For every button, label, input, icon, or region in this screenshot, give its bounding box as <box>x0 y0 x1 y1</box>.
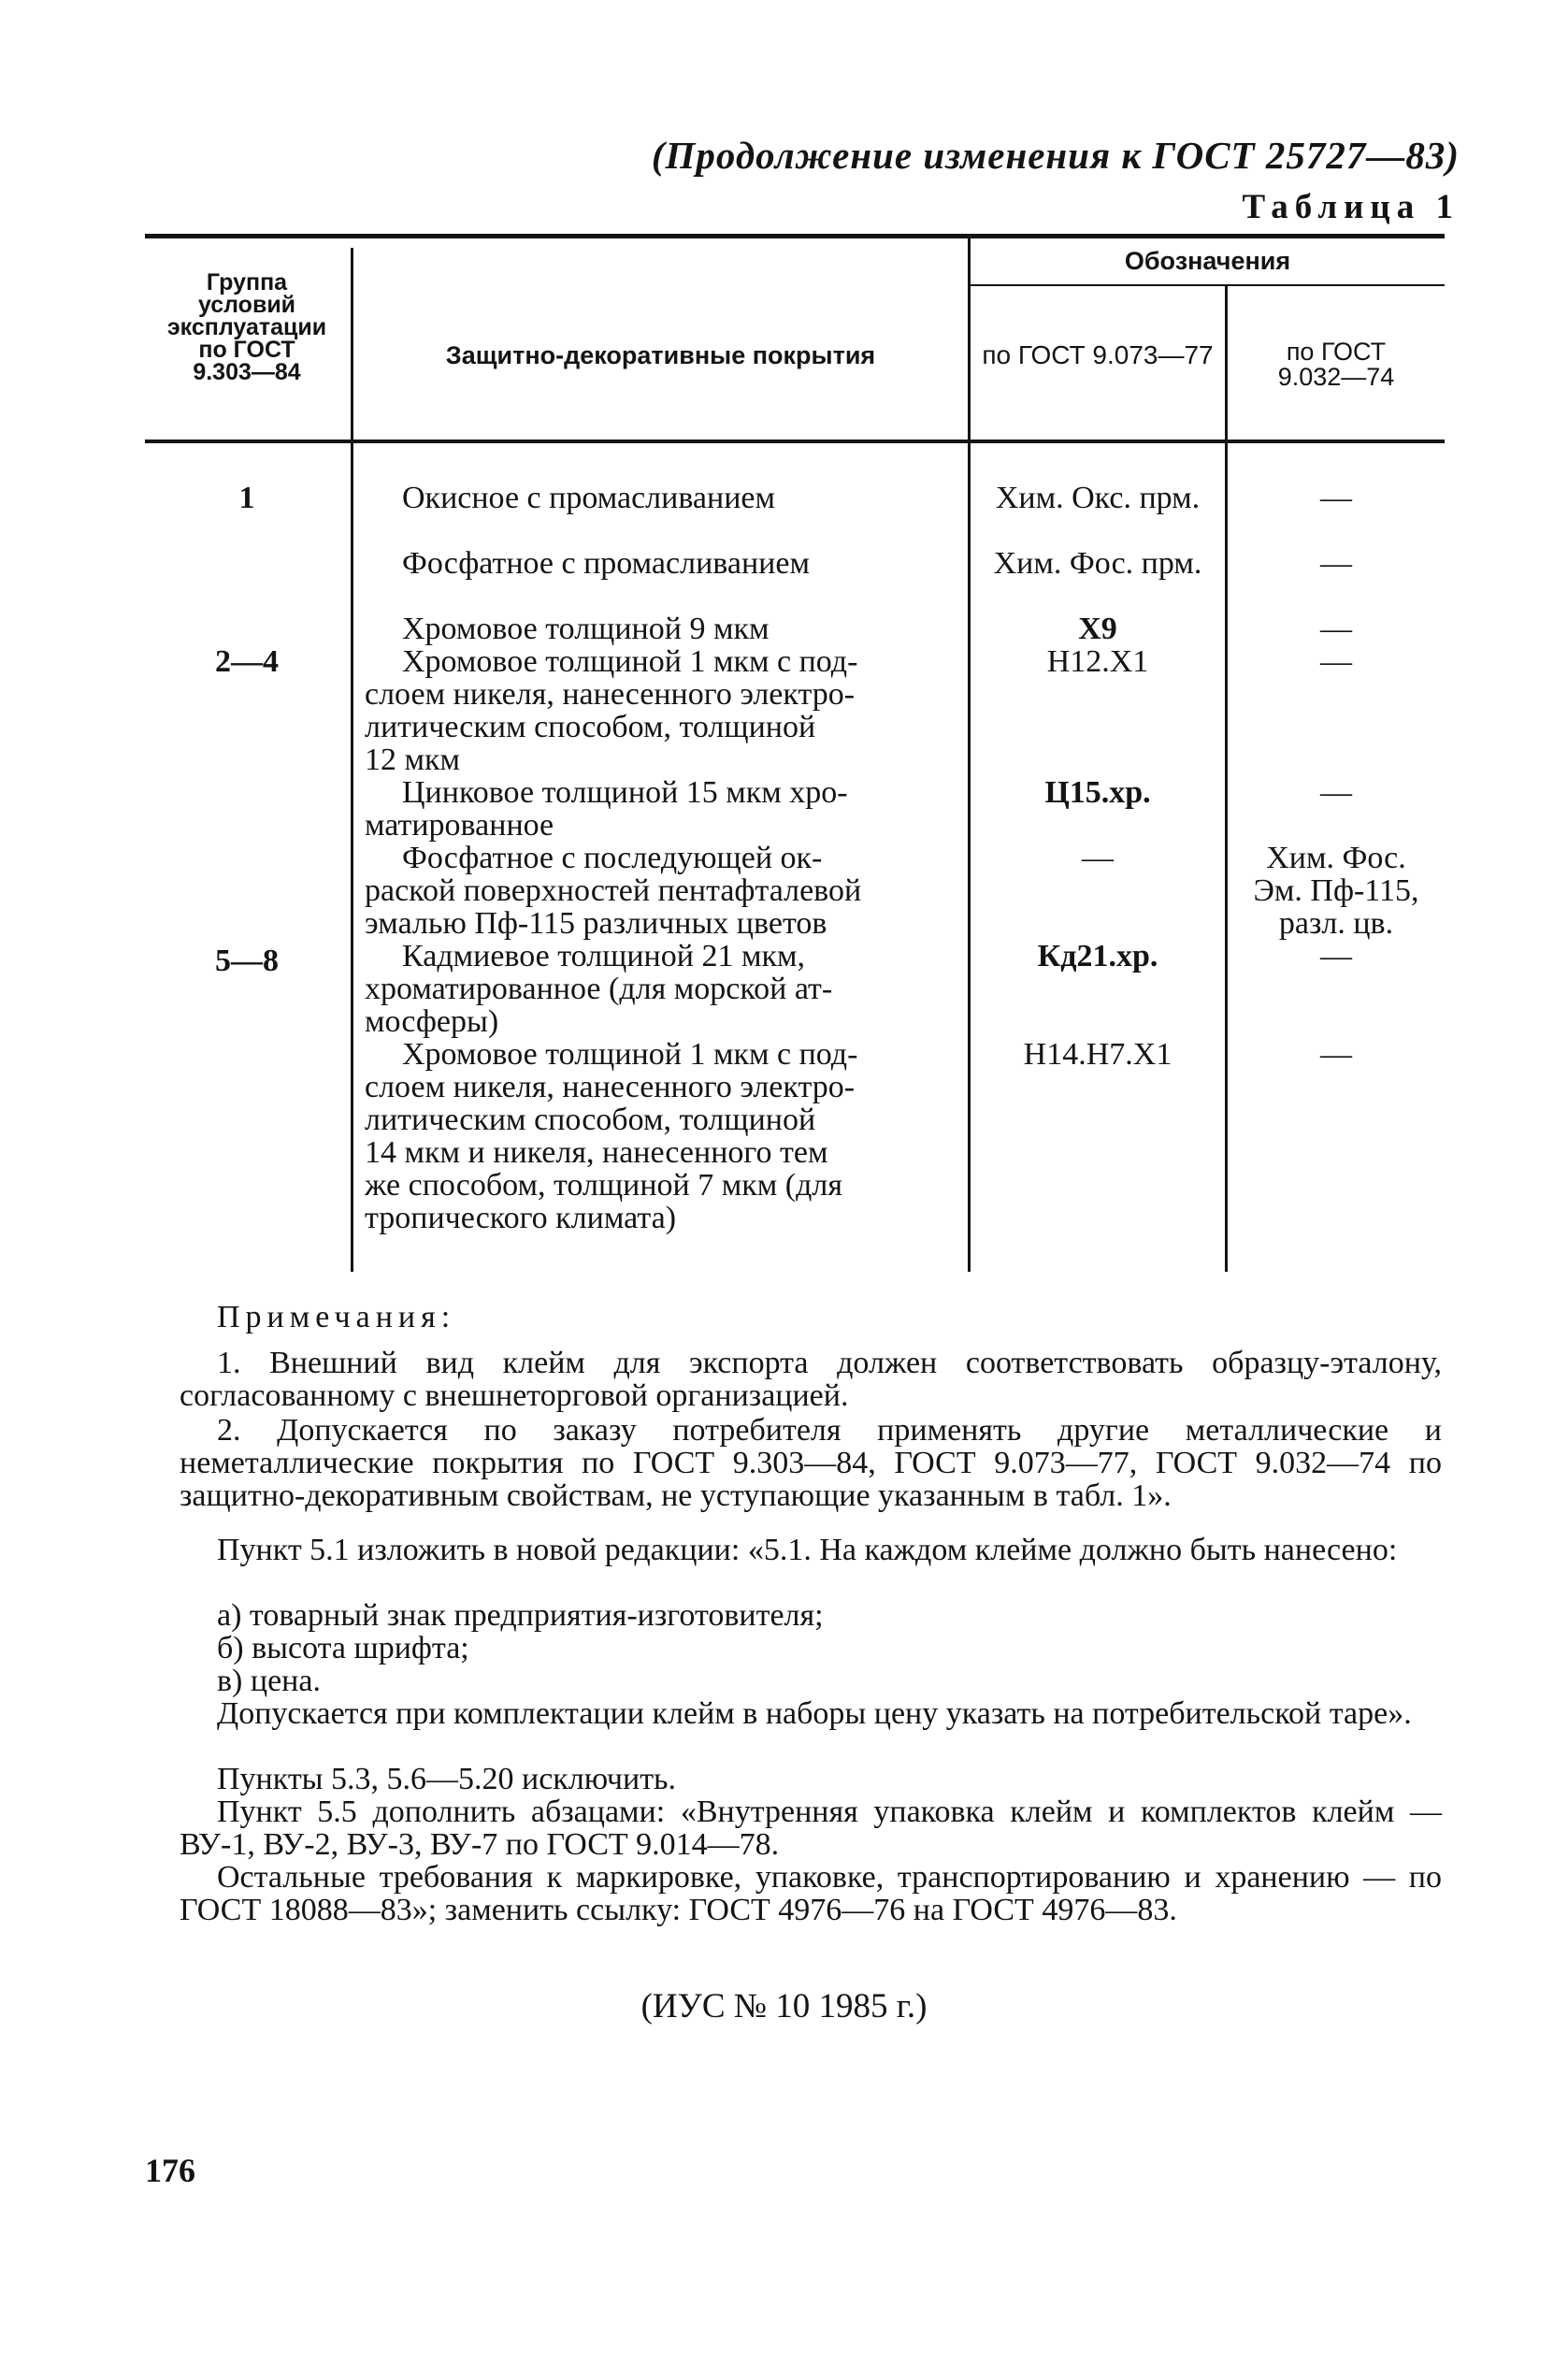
paragraph-other-requirements: Остальные требования к маркировке, упаковке, транспортированию и хранению — по ГОСТ 18088—83»; заменить ссылку: ГОСТ 4976—76 на ГОСТ 4976—83. <box>180 1860 1442 1927</box>
group-label: 5—8 <box>215 944 279 978</box>
paragraph-5-1: Пункт 5.1 изложить в новой редакции: «5.1. На каждом клейме должно быть нанесено: <box>217 1533 1398 1567</box>
coating-description: Фосфатное с последующей ок- раской поверхностей пентафталевой эмалью Пф-115 различных цветов <box>365 841 862 941</box>
group-label: 1 <box>238 481 255 515</box>
page-number: 176 <box>145 2152 195 2189</box>
designations-rule <box>968 284 1445 286</box>
list-item-a: а) товарный знак предприятия-изготовителя; <box>217 1598 824 1633</box>
designation-9073: Н14.Н7.Х1 <box>1023 1037 1172 1072</box>
coating-description: Хромовое толщиной 1 мкм с под- слоем никеля, нанесенного электро- литическим способом, толщиной 14 мкм и никеля, нанесенного тем же способом, толщиной 7 мкм (для тропического климата) <box>365 1037 858 1235</box>
source-reference: (ИУС № 10 1985 г.) <box>640 1987 928 2025</box>
header-bottom-rule <box>145 440 1445 443</box>
paragraph-5-5: Пункт 5.5 дополнить абзацами: «Внутренняя упаковка клейм и комплектов клейм — ВУ-1, ВУ-2, ВУ-3, ВУ-7 по ГОСТ 9.014—78. <box>180 1795 1442 1862</box>
header-gost-9032: по ГОСТ 9.032—74 <box>1277 338 1395 391</box>
paragraph-packaging-price: Допускается при комплектации клейм в наборы цену указать на потребительской таре». <box>217 1696 1412 1731</box>
designation-9073: Ц15.хр. <box>1044 775 1151 810</box>
designation-9032: — <box>1320 1037 1352 1072</box>
list-item-c: в) цена. <box>217 1664 321 1698</box>
designation-9073: Н12.Х1 <box>1046 644 1149 679</box>
designation-9032: — <box>1320 612 1352 646</box>
header-group-line: по ГОСТ <box>198 337 295 363</box>
coating-description: Кадмиевое толщиной 21 мкм, хроматированное (для морской ат- мосферы) <box>365 939 833 1039</box>
header-coating: Защитно-декоративные покрытия <box>445 340 876 369</box>
table-label: Таблица 1 <box>1242 188 1460 226</box>
coating-description: Хромовое толщиной 9 мкм <box>402 612 770 646</box>
designation-9073: Х9 <box>1078 612 1117 646</box>
designation-9032: — <box>1320 775 1352 810</box>
designation-9032: — <box>1320 939 1352 973</box>
note-2: 2. Допускается по заказу потребителя применять другие металлические и неметаллические покрытия по ГОСТ 9.303—84, ГОСТ 9.073—77, ГОСТ 9.032—74 по защитно-декоративным свойствам, не уступающие указанным в табл. 1». <box>180 1413 1442 1513</box>
notes-title: Примечания: <box>217 1300 456 1334</box>
header-group <box>145 252 349 402</box>
coating-description: Фосфатное с промасливанием <box>402 546 810 581</box>
header-group-line: Группа <box>206 269 288 296</box>
continuation-header: (Продолжение изменения к ГОСТ 25727—83) <box>651 134 1460 177</box>
header-designations: Обозначения <box>1124 246 1291 275</box>
paragraph-exclude: Пункты 5.3, 5.6—5.20 исключить. <box>217 1762 677 1796</box>
coating-description: Цинковое толщиной 15 мкм хро- матированное <box>365 775 848 843</box>
list-item-b: б) высота шрифта; <box>217 1631 469 1665</box>
header-group-line: условий <box>197 292 296 318</box>
header-group-line: 9.303—84 <box>193 359 301 385</box>
note-1: 1. Внешний вид клейм для экспорта должен соответствовать образцу-эталону, согласованному с внешнеторговой организацией. <box>180 1346 1442 1413</box>
header-group-line: эксплуатации <box>166 314 327 340</box>
header-gost-9073: по ГОСТ 9.073—77 <box>982 340 1214 369</box>
coating-description: Окисное с промасливанием <box>402 481 776 515</box>
designation-9073: Хим. Окс. прм. <box>995 481 1201 515</box>
coating-description: Хромовое толщиной 1 мкм с под- слоем никеля, нанесенного электро- литическим способом, толщиной 12 мкм <box>365 644 858 777</box>
designation-9073: Хим. Фос. прм. <box>993 546 1202 581</box>
group-label: 2—4 <box>215 644 279 679</box>
designation-9032: — <box>1320 644 1352 679</box>
designation-9032: — <box>1320 481 1352 515</box>
designation-9032: — <box>1320 546 1352 581</box>
designation-9073: Кд21.хр. <box>1037 939 1158 973</box>
designation-9073: — <box>1082 841 1114 875</box>
designation-9032: Хим. Фос. Эм. Пф-115, разл. цв. <box>1253 841 1419 941</box>
